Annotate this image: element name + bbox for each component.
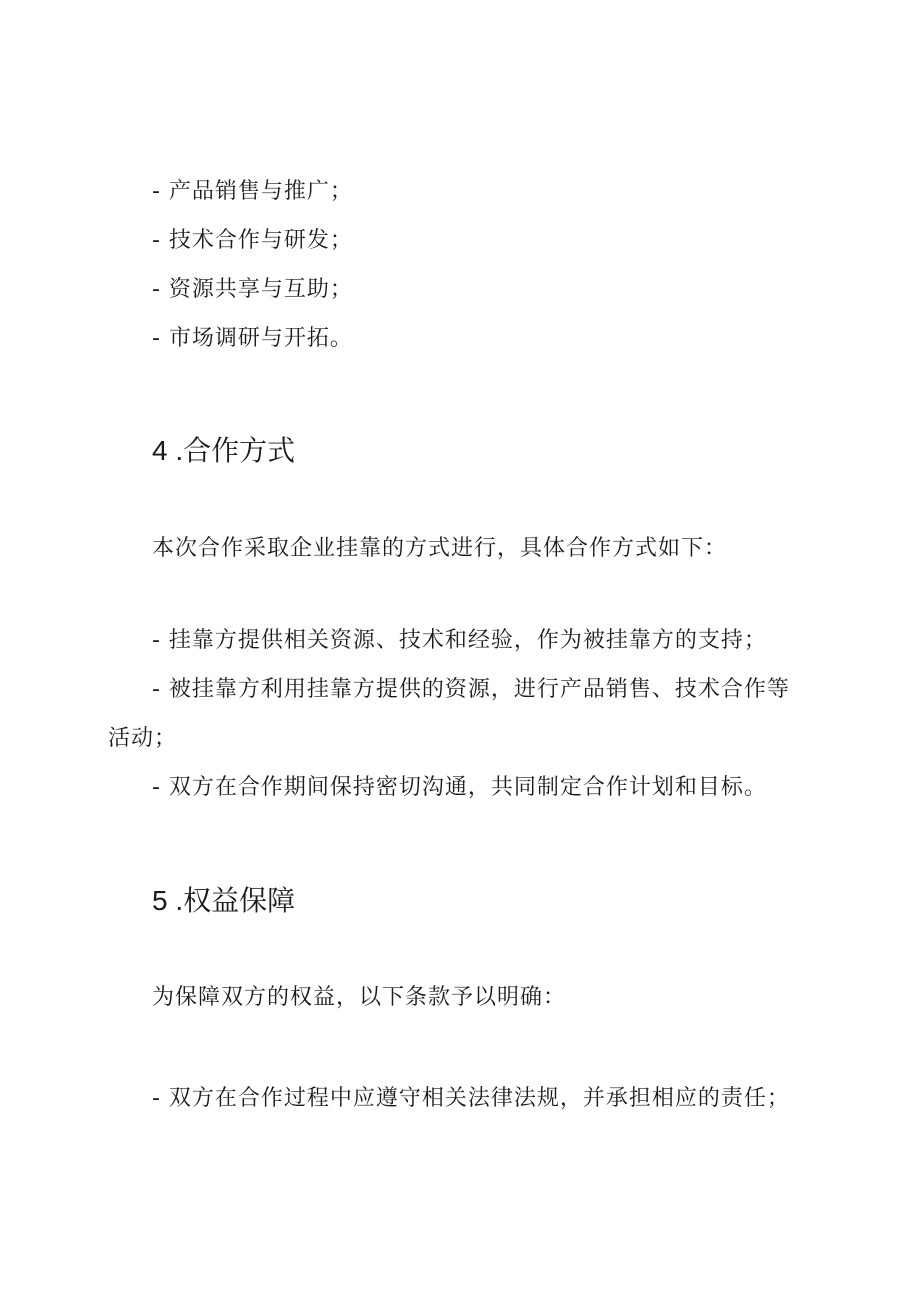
section-4-heading: 4 .合作方式 [152, 435, 296, 466]
section-4-intro: 本次合作采取企业挂靠的方式进行，具体合作方式如下： [152, 536, 728, 561]
scope-item-2: - 技术合作与研发； [152, 228, 353, 253]
section-4-item-1: - 挂靠方提供相关资源、技术和经验，作为被挂靠方的支持； [152, 628, 767, 653]
section-5-intro: 为保障双方的权益，以下条款予以明确： [152, 985, 567, 1010]
scope-item-3: - 资源共享与互助； [152, 277, 353, 302]
section-4-item-2: - 被挂靠方利用挂靠方提供的资源，进行产品销售、技术合作等 [152, 677, 790, 702]
section-5-heading: 5 .权益保障 [152, 885, 296, 916]
section-5-item-1: - 双方在合作过程中应遵守相关法律法规，并承担相应的责任； [152, 1086, 790, 1111]
section-4-item-2-continued: 活动； [108, 726, 178, 751]
scope-item-1: - 产品销售与推广； [152, 179, 353, 204]
scope-item-4: - 市场调研与开拓。 [152, 326, 353, 351]
section-4-item-3: - 双方在合作期间保持密切沟通，共同制定合作计划和目标。 [152, 775, 767, 800]
